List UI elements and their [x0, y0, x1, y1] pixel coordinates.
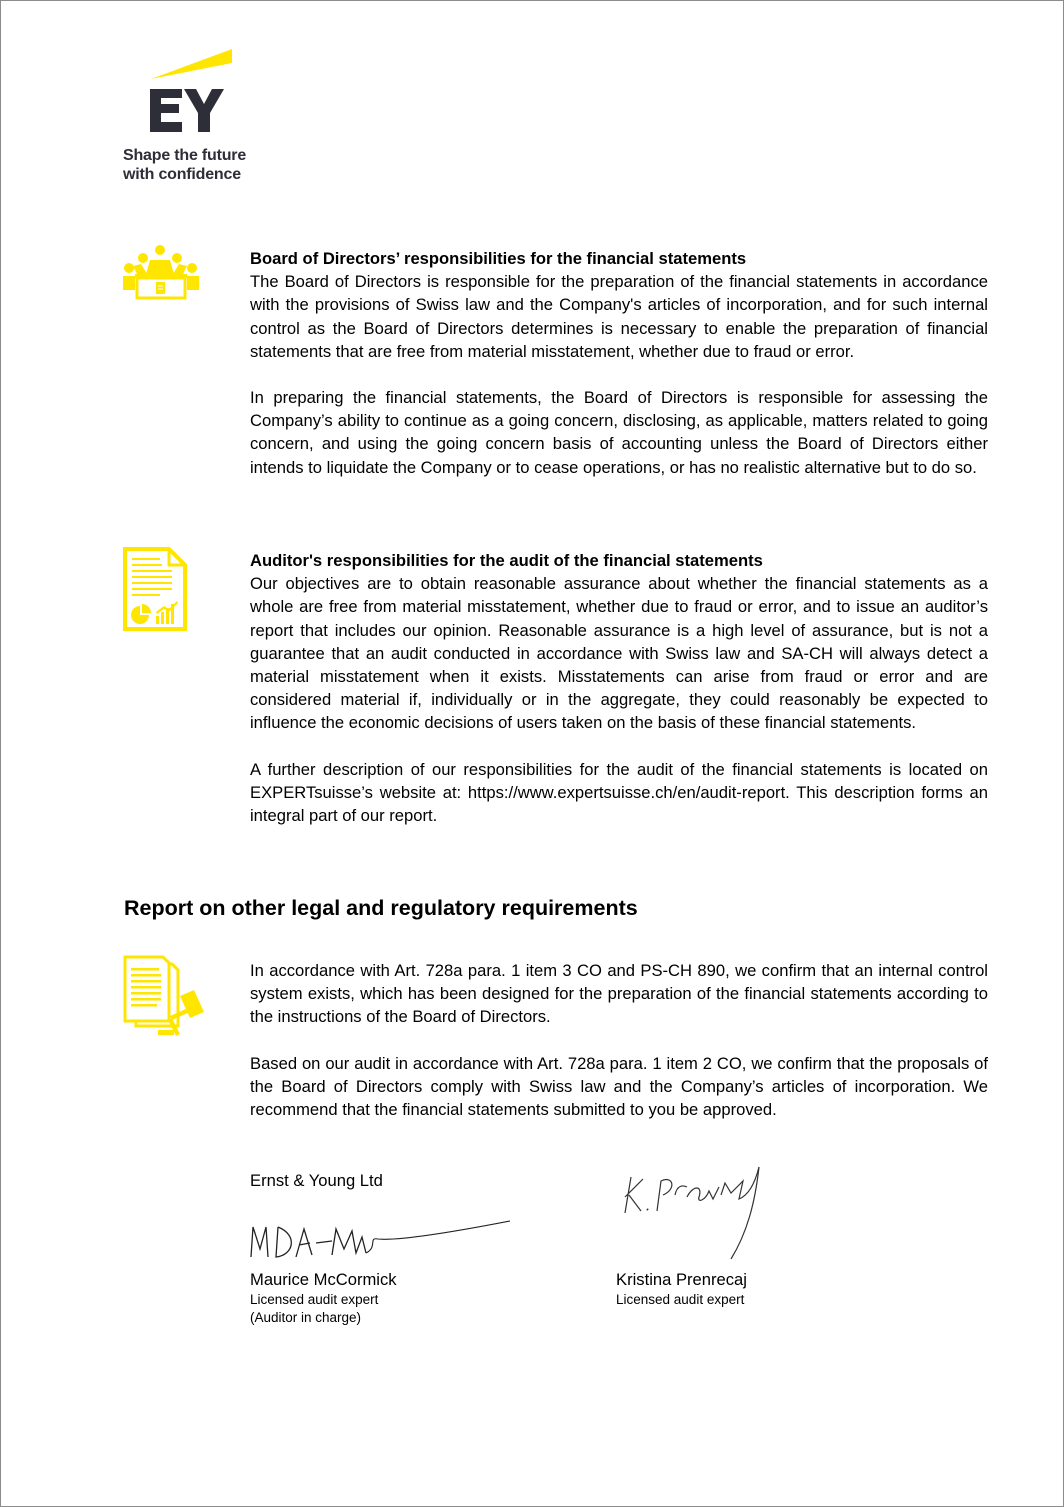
ey-logo-mark	[121, 47, 261, 142]
paragraph: In preparing the financial statements, the Board of Directors is responsible for assessing the Company’s ability to continue as a going concern, disclosing, as applicable, matters related to going concern, and using the going concern basis of accounting unless the Board of Directors either intends to liquidate the Company or to cease operations, or has no realistic alternative but to do so.	[250, 388, 988, 477]
report-document-icon	[122, 546, 188, 632]
paragraph: The Board of Directors is responsible for the preparation of the financial statements in accordance with the provisions of Swiss law and the Company's articles of incorporation, and for such internal control as the Board of Directors determines is necessary to enable the preparation of financial statements that are free from material misstatement, whether due to fraud or error.	[250, 272, 988, 361]
auditor-responsibilities-section	[250, 549, 988, 827]
paragraph: Our objectives are to obtain reasonable assurance about whether the financial statements as a whole are free from material misstatement, whether due to fraud or error, and to issue an auditor’s report that includes our opinion. Reasonable assurance is a high level of assurance, but is not a guarantee that an audit conducted in accordance with Swiss law and SA-CH will always detect a material misstatement when it exists. Misstatements can arise from fraud or error and are considered material if, individually or in the aggregate, they could reasonably be expected to influence the economic decisions of users taken on the basis of these financial statements.	[250, 574, 988, 733]
legal-documents-gavel-icon	[122, 954, 212, 1038]
legal-requirements-heading: Report on other legal and regulatory requirements	[124, 896, 638, 920]
section-title: Board of Directors’ responsibilities for the financial statements	[250, 249, 747, 268]
signer-note: (Auditor in charge)	[250, 1310, 362, 1325]
signer-block	[616, 1269, 747, 1309]
section-title: Auditor's responsibilities for the audit of the financial statements	[250, 551, 763, 570]
signer-name: Kristina Prenrecaj	[616, 1270, 747, 1289]
legal-requirements-section	[250, 959, 988, 1121]
ey-tagline: Shape the future with confidence	[123, 147, 247, 183]
signer-role: Licensed audit expert	[616, 1292, 745, 1307]
paragraph: A further description of our responsibilities for the audit of the financial statements is located on EXPERTsuisse’s website at: https://www.expertsuisse.ch/en/audit-report. This description forms an integral part of our report.	[250, 759, 988, 826]
paragraph: In accordance with Art. 728a para. 1 item 3 CO and PS-CH 890, we confirm that an internal control system exists, which has been designed for the preparation of the financial statements according to the instructions of the Board of Directors.	[250, 961, 988, 1027]
ey-logo	[121, 47, 261, 187]
signature-maurice-mccormick	[248, 1213, 518, 1263]
signer-name: Maurice McCormick	[250, 1270, 397, 1289]
audit-firm-name: Ernst & Young Ltd	[250, 1171, 383, 1190]
board-meeting-icon	[123, 244, 199, 304]
board-responsibilities-section	[250, 247, 988, 479]
signer-role: Licensed audit expert	[250, 1292, 379, 1307]
paragraph: Based on our audit in accordance with Art. 728a para. 1 item 2 CO, we confirm that the proposals of the Board of Directors comply with Swiss law and the Company’s articles of incorporation. We recommend that the financial statements submitted to you be approved.	[250, 1053, 988, 1120]
signature-kristina-prenrecaj	[613, 1163, 773, 1263]
signer-block	[250, 1269, 397, 1327]
